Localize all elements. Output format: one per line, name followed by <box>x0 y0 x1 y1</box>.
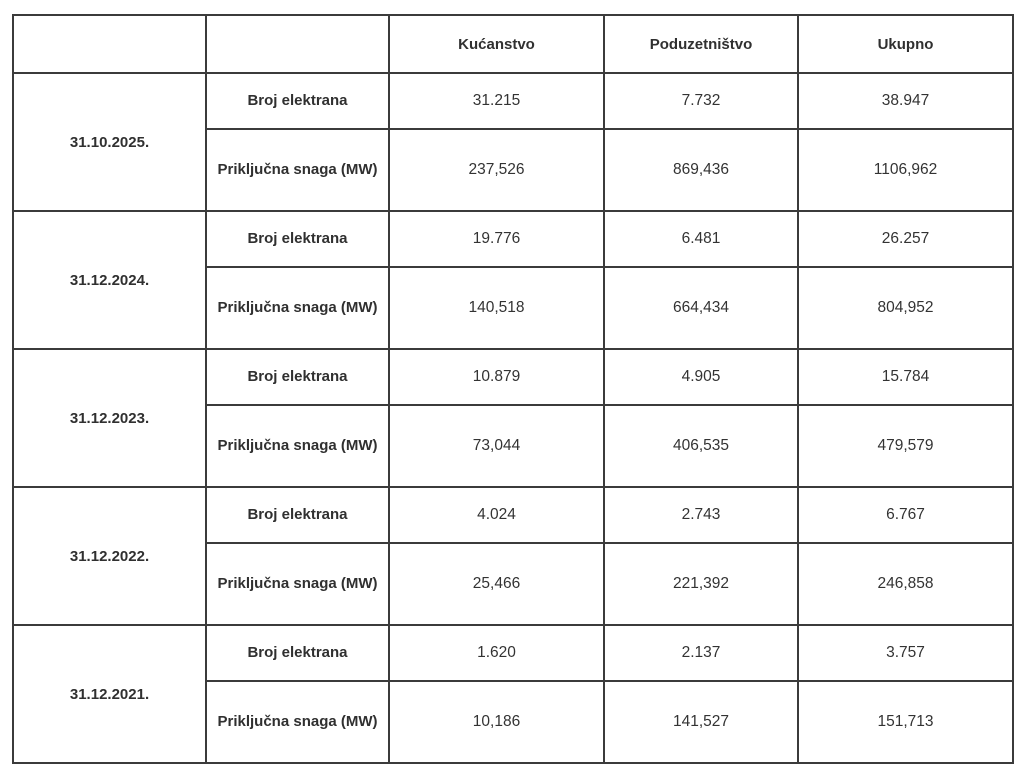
value-cell: 4.024 <box>389 487 604 543</box>
value-cell: 1106,962 <box>798 129 1013 211</box>
row-label-cell: Broj elektrana <box>206 625 389 681</box>
value-cell: 25,466 <box>389 543 604 625</box>
value-cell: 6.767 <box>798 487 1013 543</box>
date-cell: 31.12.2021. <box>13 625 206 763</box>
row-label-cell: Priključna snaga (MW) <box>206 681 389 763</box>
value-cell: 246,858 <box>798 543 1013 625</box>
row-label-cell: Broj elektrana <box>206 349 389 405</box>
value-cell: 19.776 <box>389 211 604 267</box>
table-row <box>13 487 1013 543</box>
value-cell: 4.905 <box>604 349 798 405</box>
value-cell: 406,535 <box>604 405 798 487</box>
value-cell: 804,952 <box>798 267 1013 349</box>
value-cell: 73,044 <box>389 405 604 487</box>
value-cell: 26.257 <box>798 211 1013 267</box>
value-cell: 237,526 <box>389 129 604 211</box>
date-cell: 31.10.2025. <box>13 73 206 211</box>
value-cell: 479,579 <box>798 405 1013 487</box>
value-cell: 15.784 <box>798 349 1013 405</box>
value-cell: 2.743 <box>604 487 798 543</box>
row-label-cell: Broj elektrana <box>206 487 389 543</box>
row-label-cell: Priključna snaga (MW) <box>206 129 389 211</box>
value-cell: 7.732 <box>604 73 798 129</box>
value-cell: 10.879 <box>389 349 604 405</box>
value-cell: 664,434 <box>604 267 798 349</box>
value-cell: 10,186 <box>389 681 604 763</box>
table-row <box>13 73 1013 129</box>
date-cell: 31.12.2022. <box>13 487 206 625</box>
date-cell: 31.12.2023. <box>13 349 206 487</box>
row-label-cell: Priključna snaga (MW) <box>206 543 389 625</box>
column-header-kucanstvo: Kućanstvo <box>389 15 604 73</box>
table-row <box>13 349 1013 405</box>
header-row <box>13 15 1013 73</box>
value-cell: 1.620 <box>389 625 604 681</box>
column-header-ukupno: Ukupno <box>798 15 1013 73</box>
value-cell: 2.137 <box>604 625 798 681</box>
table-row <box>13 211 1013 267</box>
value-cell: 6.481 <box>604 211 798 267</box>
value-cell: 31.215 <box>389 73 604 129</box>
header-empty-label <box>206 15 389 73</box>
value-cell: 869,436 <box>604 129 798 211</box>
value-cell: 141,527 <box>604 681 798 763</box>
row-label-cell: Broj elektrana <box>206 73 389 129</box>
row-label-cell: Broj elektrana <box>206 211 389 267</box>
row-label-cell: Priključna snaga (MW) <box>206 267 389 349</box>
power-plants-table <box>12 14 1014 764</box>
header-empty-date <box>13 15 206 73</box>
value-cell: 38.947 <box>798 73 1013 129</box>
date-cell: 31.12.2024. <box>13 211 206 349</box>
column-header-poduzetnistvo: Poduzetništvo <box>604 15 798 73</box>
value-cell: 140,518 <box>389 267 604 349</box>
value-cell: 221,392 <box>604 543 798 625</box>
value-cell: 151,713 <box>798 681 1013 763</box>
value-cell: 3.757 <box>798 625 1013 681</box>
row-label-cell: Priključna snaga (MW) <box>206 405 389 487</box>
table-row <box>13 625 1013 681</box>
power-plants-table-container <box>12 14 1014 764</box>
